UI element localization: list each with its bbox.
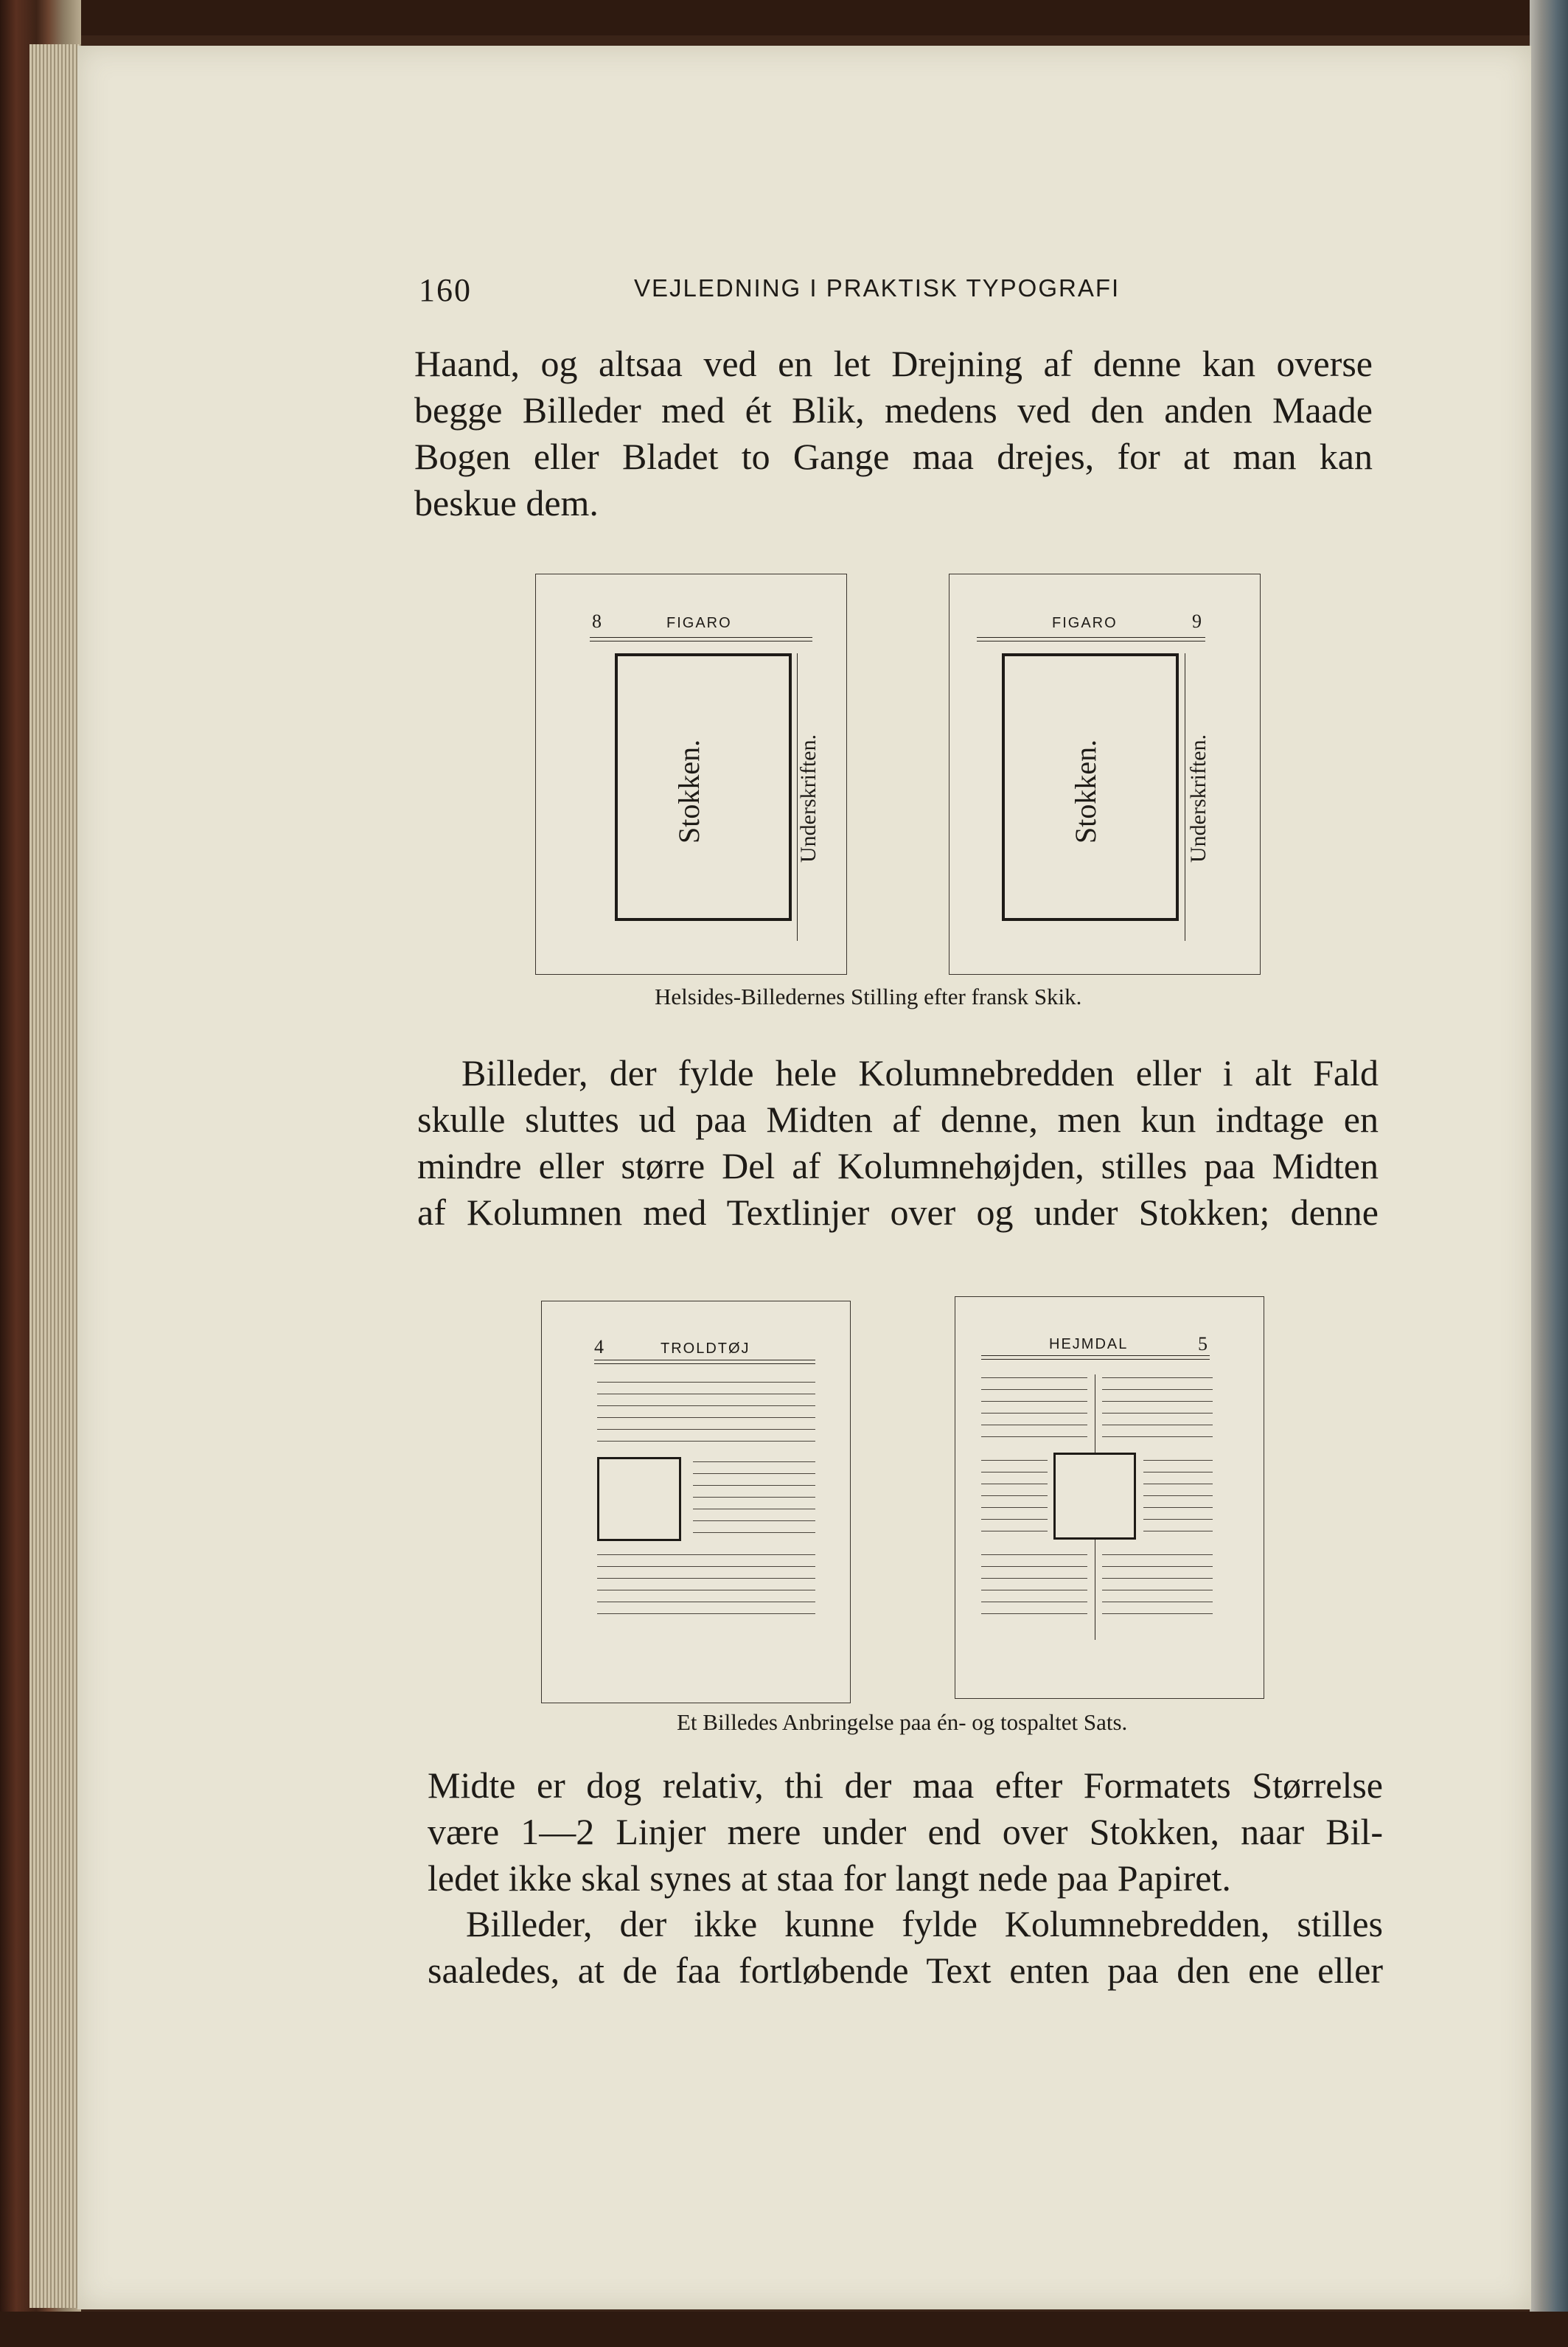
figure2-left-page — [541, 1301, 851, 1703]
text-line-mark — [981, 1554, 1087, 1555]
text-line-mark — [693, 1520, 815, 1521]
head-rule — [977, 637, 1205, 641]
text-line-mark — [1102, 1554, 1213, 1555]
text-line: Bogen eller Bladet to Gange maa drejes, for at man kan — [414, 436, 1373, 477]
running-head: VEJLEDNING I PRAKTISK TYPOGRAFI — [634, 274, 1121, 302]
text-lines — [597, 1374, 815, 1640]
text-line: Billeder, der ikke kunne fylde Kolumnebredden, stilles — [466, 1903, 1383, 1944]
text-line: være 1—2 Linjer mere under end over Stokken, naar Bil- — [428, 1811, 1383, 1852]
running-head: FIGARO — [1052, 615, 1118, 631]
running-head: HEJMDAL — [1049, 1336, 1129, 1352]
text-line: Midte er dog relativ, thi der maa efter Formatets Størrelse — [428, 1764, 1383, 1806]
book-binding-right — [1530, 0, 1568, 2347]
text-line-mark — [1102, 1401, 1213, 1402]
figure1-right-page — [949, 574, 1261, 975]
text-line: begge Billeder med ét Blik, medens ved den anden Maade — [414, 389, 1373, 431]
page-number: 9 — [1192, 611, 1202, 632]
figure1-left-page — [535, 574, 847, 975]
text-line-mark — [981, 1578, 1087, 1579]
page-number: 4 — [594, 1336, 604, 1357]
text-line-mark — [1102, 1377, 1213, 1378]
caption-label: Underskriften. — [1186, 734, 1210, 863]
text-line-mark — [981, 1507, 1048, 1508]
text-line-mark — [693, 1532, 815, 1533]
text-line-mark — [597, 1417, 815, 1418]
text-line-mark — [1102, 1389, 1213, 1390]
book-top-edge — [0, 0, 1568, 35]
text-line: mindre eller større Del af Kolumnehøjden, stilles paa Midten — [417, 1145, 1379, 1186]
text-line: ledet ikke skal synes at staa for langt nede paa Papiret. — [428, 1857, 1231, 1899]
text-line-mark — [981, 1613, 1087, 1614]
text-line-mark — [1102, 1436, 1213, 1437]
page-number: 5 — [1198, 1333, 1208, 1355]
text-line-mark — [1102, 1613, 1213, 1614]
text-line-mark — [981, 1413, 1087, 1414]
text-line: Haand, og altsaa ved en let Drejning af denne kan overse — [414, 343, 1373, 384]
text-line-mark — [1143, 1495, 1213, 1496]
text-line: Billeder, der fylde hele Kolumnebredden eller i alt Fald — [461, 1052, 1379, 1093]
figure2-caption: Et Billedes Anbringelse paa én- og tospaltet Sats. — [677, 1709, 1128, 1735]
page-edges — [29, 44, 81, 2308]
text-line: skulle sluttes ud paa Midten af denne, men kun indtage en — [417, 1099, 1379, 1140]
paragraph-4 — [428, 1901, 1383, 1994]
text-line-mark — [597, 1578, 815, 1579]
text-line-mark — [597, 1613, 815, 1614]
text-line-mark — [1102, 1566, 1213, 1567]
running-head: FIGARO — [666, 615, 732, 631]
text-line-mark — [981, 1519, 1048, 1520]
text-line-mark — [981, 1377, 1087, 1378]
head-rule — [590, 637, 812, 641]
book-bottom-edge — [0, 2312, 1568, 2347]
text-line-mark — [1143, 1519, 1213, 1520]
running-head: TROLDTØJ — [661, 1341, 750, 1357]
head-rule — [981, 1355, 1210, 1360]
text-line-mark — [597, 1566, 815, 1567]
caption-label: Underskriften. — [796, 734, 820, 863]
text-lines — [981, 1370, 1214, 1635]
text-line-mark — [981, 1389, 1087, 1390]
text-line: beskue dem. — [414, 482, 599, 524]
text-line-mark — [981, 1436, 1087, 1437]
text-line-mark — [981, 1495, 1048, 1496]
text-line-mark — [981, 1566, 1087, 1567]
picture-label: Stokken. — [672, 739, 705, 844]
text-line-mark — [1143, 1460, 1213, 1461]
text-line-mark — [597, 1429, 815, 1430]
head-rule — [594, 1360, 815, 1364]
text-line-mark — [1102, 1578, 1213, 1579]
page-number: 8 — [592, 611, 602, 632]
text-line-mark — [981, 1401, 1087, 1402]
text-line-mark — [981, 1460, 1048, 1461]
picture-label: Stokken. — [1069, 739, 1102, 844]
text-line-mark — [693, 1461, 815, 1462]
text-line-mark — [597, 1554, 815, 1555]
text-line-mark — [1102, 1413, 1213, 1414]
paragraph-2 — [417, 1050, 1379, 1236]
figure1-caption: Helsides-Billedernes Stilling efter fransk Skik. — [655, 984, 1082, 1009]
paragraph-3 — [428, 1762, 1383, 1902]
text-line-mark — [693, 1473, 815, 1474]
paragraph-1 — [414, 341, 1373, 526]
text-line-mark — [597, 1382, 815, 1383]
page-number: 160 — [419, 272, 472, 308]
text-line-mark — [597, 1405, 815, 1406]
text-line-mark — [597, 1441, 815, 1442]
text-line-mark — [693, 1485, 815, 1486]
figure2-right-page — [955, 1296, 1264, 1699]
text-line: saaledes, at de faa fortløbende Text enten paa den ene eller — [428, 1950, 1383, 1991]
text-line-mark — [693, 1497, 815, 1498]
text-line: af Kolumnen med Textlinjer over og under Stokken; denne — [417, 1192, 1379, 1233]
text-line-mark — [1143, 1507, 1213, 1508]
